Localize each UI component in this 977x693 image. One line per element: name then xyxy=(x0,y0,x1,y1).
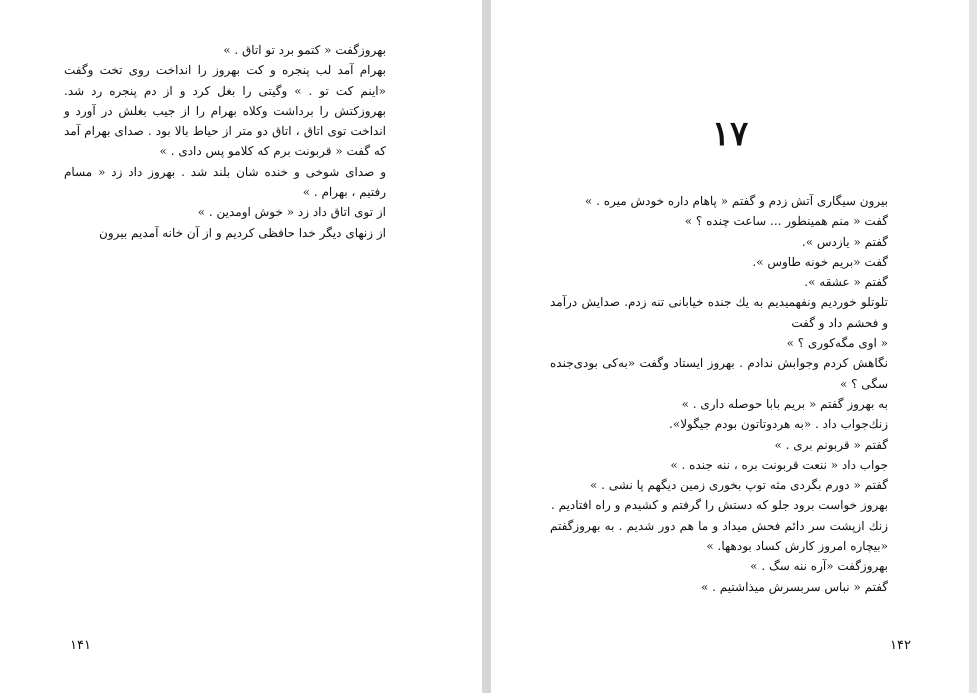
left-paragraph: و صدای شوخی و خنده شان بلند شد . بهروز داد زد « مسام رفتیم ، بهرام . » xyxy=(64,164,386,200)
left-paragraph: از توی اتاق داد زد « خوش اومدین . » xyxy=(197,205,386,220)
right-paragraph: جواب داد « ننعت قربونت بره ، ننه جنده . » xyxy=(670,457,888,472)
book-gutter xyxy=(482,0,491,693)
chapter-number: ۱۷ xyxy=(711,114,749,154)
left-paragraph: بهرام آمد لب پنجره و کت بهروز را انداخت روی تخت وگفت «اینم کت تو . » وگیتی را بغل کرد و از دم پنجره رد شد. بهروزکتش را برداشت وکلاه بهرام را از جیب بغلش در آورد و انداخت توی اتاق ، اتاق دو متر از حیاط بالا بود . صدای بهرام آمد که گفت « قربونت برم که کلامو پس دادی . » xyxy=(64,63,386,159)
right-paragraph: نگاهش کردم وجوابش ندادم . بهروز ایستاد وگفت «به‌کی بودی‌جنده سگی ؟ » xyxy=(550,356,888,391)
right-paragraph: گفتم « نباس سربسرش میذاشتیم . » xyxy=(701,579,888,594)
right-paragraph: بهروز خواست برود جلو که دستش را گرفتم و کشیدم و راه افتادیم . xyxy=(550,498,888,513)
right-page-text xyxy=(550,191,918,597)
right-paragraph: گفت «بریم خونه طاوس ». xyxy=(752,254,888,269)
left-paragraph: از زنهای دیگر خدا حافظی کردیم و از آن خانه آمدیم بیرون xyxy=(99,225,386,240)
right-paragraph: زنك‌جواب داد . «به هردوتاتون بودم جیگولا». xyxy=(669,417,888,432)
left-paragraph: بهروزگفت « کتمو برد تو اتاق . » xyxy=(223,43,386,57)
right-paragraph: گفتم « دورم بگردی مثه توپ بخوری زمین دیگهم پا نشی . » xyxy=(590,478,888,493)
right-page-number: ۱۴۲ xyxy=(890,638,911,653)
right-paragraph: بهروزگفت «آره ننه سگ . » xyxy=(750,559,888,574)
right-paragraph: بیرون سیگاری آتش زدم و گفتم « پاهام داره خودش میره . » xyxy=(584,194,888,208)
right-paragraph: گفتم « عشقه ». xyxy=(804,275,888,290)
right-paragraph: تلوتلو خوردیم ونفهمیدیم به یك جنده خیابانی تنه زدم. صدایش درآمد و فحشم داد و گفت xyxy=(550,295,888,330)
right-paragraph: زنك ازپشت سر دائم فحش میداد و ما هم دور شدیم . به بهروزگفتم «بیچاره امروز کارش کساد بودهها. » xyxy=(550,518,888,554)
right-paragraph: گفت « منم همینطور ... ساعت چنده ؟ » xyxy=(684,214,888,229)
right-paragraph: « اوی مگه‌کوری ؟ » xyxy=(786,336,888,351)
left-page-number: ۱۴۱ xyxy=(70,638,91,653)
left-page-text xyxy=(64,40,416,243)
right-paragraph: گفتم « یازدس ». xyxy=(801,234,888,249)
right-paragraph: گفتم « قربونم بری . » xyxy=(774,437,888,452)
right-paragraph: به بهروز گفتم « بریم بابا حوصله داری . » xyxy=(681,396,888,411)
page-edge xyxy=(969,0,977,693)
